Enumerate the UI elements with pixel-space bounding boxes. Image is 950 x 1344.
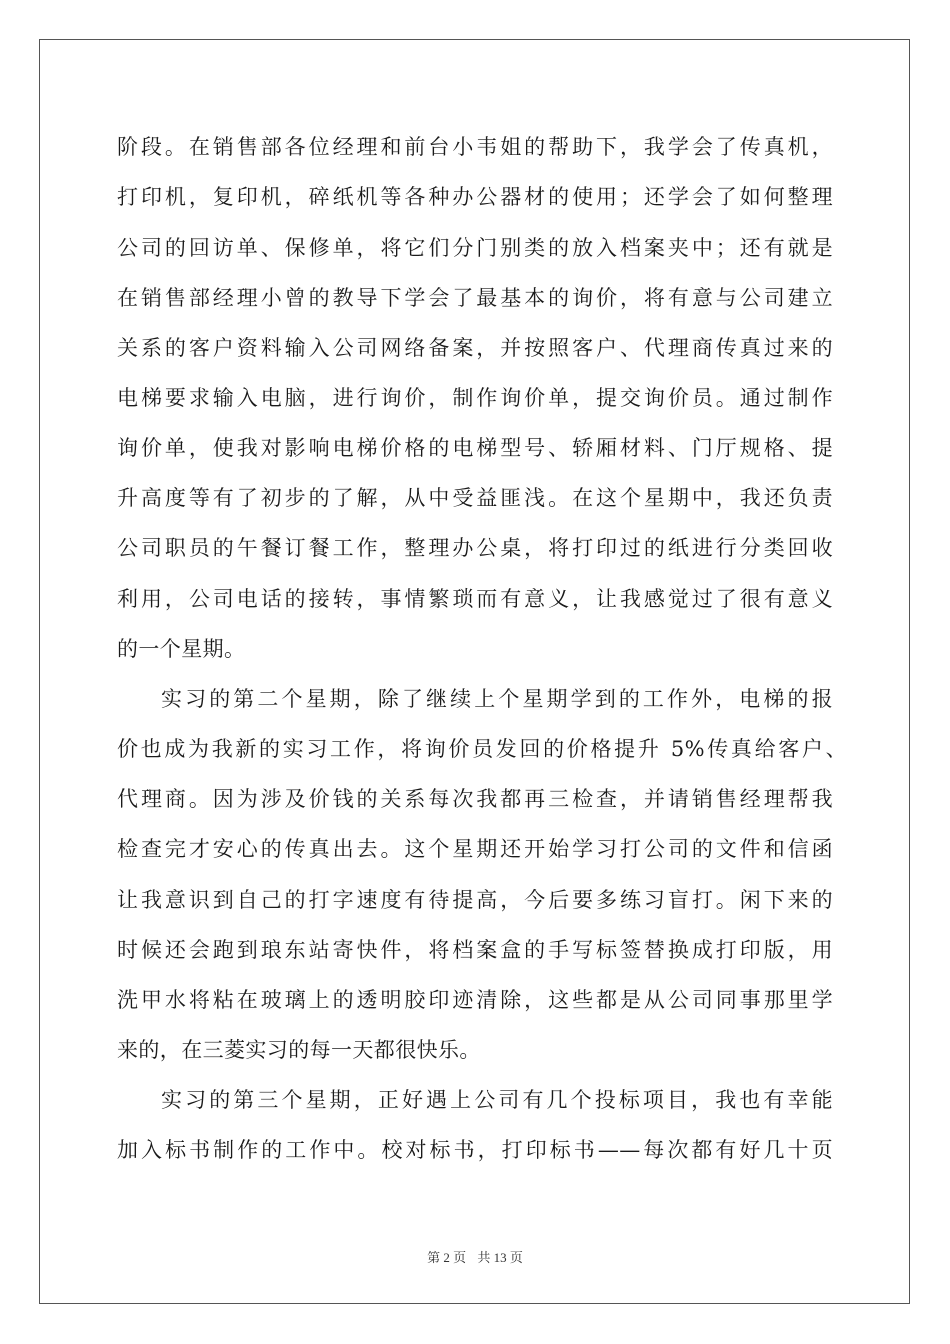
text-line: 公司职员的午餐订餐工作，整理办公桌，将打印过的纸进行分类回收 xyxy=(117,536,833,560)
text-line: 电梯要求输入电脑，进行询价，制作询价单，提交询价员。通过制作 xyxy=(117,386,833,410)
text-line: 来的，在三菱实习的每一天都很快乐。 xyxy=(117,1038,481,1062)
paragraph-first-line: 实习的第三个星期，正好遇上公司有几个投标项目，我也有幸能 xyxy=(161,1088,833,1112)
text-line: 加入标书制作的工作中。校对标书，打印标书——每次都有好几十页 xyxy=(117,1138,833,1162)
text-line: 打印机，复印机，碎纸机等各种办公器材的使用；还学会了如何整理 xyxy=(117,185,833,209)
text-line: 在销售部经理小曾的教导下学会了最基本的询价，将有意与公司建立 xyxy=(117,286,833,310)
text-line: 代理商。因为涉及价钱的关系每次我都再三检查，并请销售经理帮我 xyxy=(117,787,833,811)
text-line: 升高度等有了初步的了解，从中受益匪浅。在这个星期中，我还负责 xyxy=(117,486,833,510)
paragraph-first-line: 实习的第二个星期，除了继续上个星期学到的工作外，电梯的报 xyxy=(161,687,833,711)
page-footer xyxy=(0,1247,950,1266)
page-total: 共 13 页 xyxy=(477,1250,523,1265)
text-line: 让我意识到自己的打字速度有待提高，今后要多练习盲打。闲下来的 xyxy=(117,888,833,912)
text-line: 价也成为我新的实习工作，将询价员发回的价格提升 5%传真给客户、 xyxy=(117,737,847,761)
text-line: 询价单，使我对影响电梯价格的电梯型号、轿厢材料、门厅规格、提 xyxy=(117,436,833,460)
text-line: 关系的客户资料输入公司网络备案，并按照客户、代理商传真过来的 xyxy=(117,336,833,360)
text-line: 检查完才安心的传真出去。这个星期还开始学习打公司的文件和信函 xyxy=(117,837,833,861)
text-line: 时候还会跑到琅东站寄快件，将档案盒的手写标签替换成打印版，用 xyxy=(117,938,833,962)
text-line: 阶段。在销售部各位经理和前台小韦姐的帮助下，我学会了传真机， xyxy=(117,135,833,159)
text-line: 的一个星期。 xyxy=(117,637,246,661)
text-line: 利用，公司电话的接转，事情繁琐而有意义，让我感觉过了很有意义 xyxy=(117,587,833,611)
page-number: 第 2 页 xyxy=(427,1250,467,1265)
text-line: 公司的回访单、保修单，将它们分门别类的放入档案夹中；还有就是 xyxy=(117,236,833,260)
text-line: 洗甲水将粘在玻璃上的透明胶印迹清除，这些都是从公司同事那里学 xyxy=(117,988,833,1012)
